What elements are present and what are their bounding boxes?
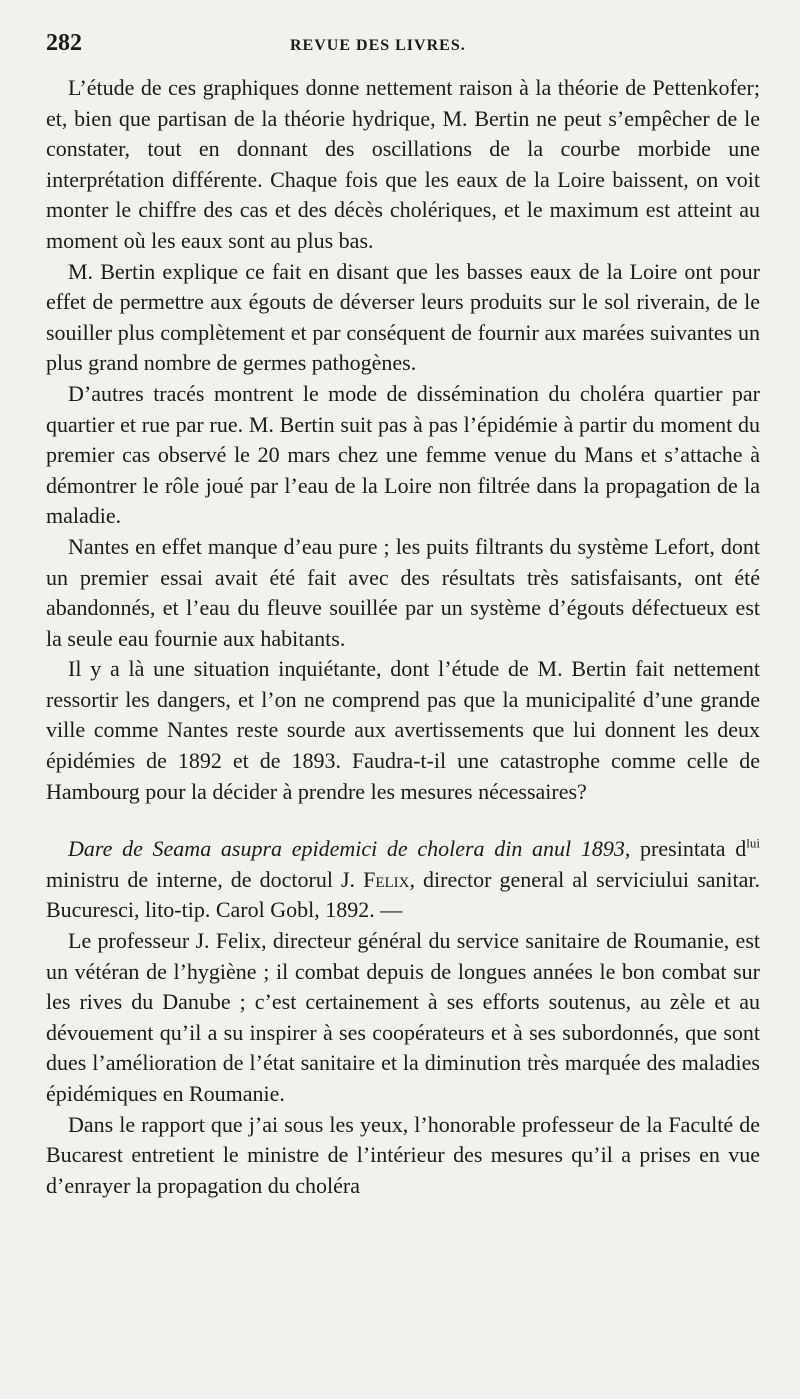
paragraph-4: Nantes en effet manque d’eau pure ; les puits filtrants du système Lefort, dont un premier essai avait été fait avec des résultats très satisfaisants, ont été abandonnés, et l’eau du fleuve souillée par un système d’égouts défectueux est la seule eau fournie aux habitants. [46,533,760,651]
journal-title: REVUE DES LIVRES. [290,37,466,54]
article-body [46,73,760,1201]
review-entry-text-1: , presintata d [624,836,747,862]
paragraph-1: L’étude de ces graphiques donne nettement raison à la théorie de Pettenkofer; et, bien que partisan de la théorie hydrique, M. Bertin ne peut s’empêcher de le constater, tout en donnant des oscillations de la courbe morbide une interprétation différente. Chaque fois que les eaux de la Loire baissent, on voit monter le chiffre des cas et des décès cholériques, et le maximum est atteint au moment où les eaux sont au plus bas. [46,75,760,253]
review-entry [46,834,760,926]
paragraph-2: M. Bertin explique ce fait en disant que les basses eaux de la Loire ont pour effet de permettre aux égouts de déverser leurs produits sur le sol riverain, de le souiller plus complètement et par conséquent de fournir aux marées suivantes un plus grand nombre de germes pathogènes. [46,258,760,376]
paragraph-3: D’autres tracés montrent le mode de dissémination du choléra quartier par quartier et rue par rue. M. Bertin suit pas à pas l’épidémie à partir du moment du premier cas observé le 20 mars chez une femme venue du Mans et s’attache à démontrer le rôle joué par l’eau de la Loire non filtrée dans la propagation de la maladie. [46,380,760,529]
running-head [46,30,760,70]
review-author: Felix [363,866,410,892]
paragraph-5: Il y a là une situation inquiétante, dont l’étude de M. Bertin fait nettement ressortir les dangers, et l’on ne comprend pas que la municipalité d’une grande ville comme Nantes reste sourde aux avertissements que lui donnent les deux épidémies de 1892 et de 1893. Faudra-t-il une catastrophe comme celle de Hambourg pour la décider à prendre les mesures nécessaires? [46,656,760,804]
superscript-lui: lui [746,835,760,851]
review-entry-text-3: , director general al serviciului sanitar. Bucuresci, lito-tip. Carol Gobl, 1892. — [46,866,761,923]
paragraph-7: Dans le rapport que j’ai sous les yeux, l’honorable professeur de la Faculté de Bucarest entretient le ministre de l’intérieur des mesures qu’il a prises en vue d’enrayer la propagation du choléra [46,1111,760,1198]
page-number: 282 [46,30,82,56]
review-entry-text-2: ministru de interne, de doctorul J. [46,866,364,892]
paragraph-6: Le professeur J. Felix, directeur général du service sanitaire de Roumanie, est un vétéran de l’hygiène ; il combat depuis de longues années le bon combat sur les rives du Danube ; c’est certainement à ses efforts soutenus, au zèle et au dévouement qu’il a su inspirer à ses coopérateurs et à ses subordonnés, que sont dues l’amélioration de l’état sanitaire et la diminution très marquée des maladies épidémiques en Roumanie. [46,928,760,1106]
review-title: Dare de Seama asupra epidemici de cholera din anul 1893 [68,836,625,862]
